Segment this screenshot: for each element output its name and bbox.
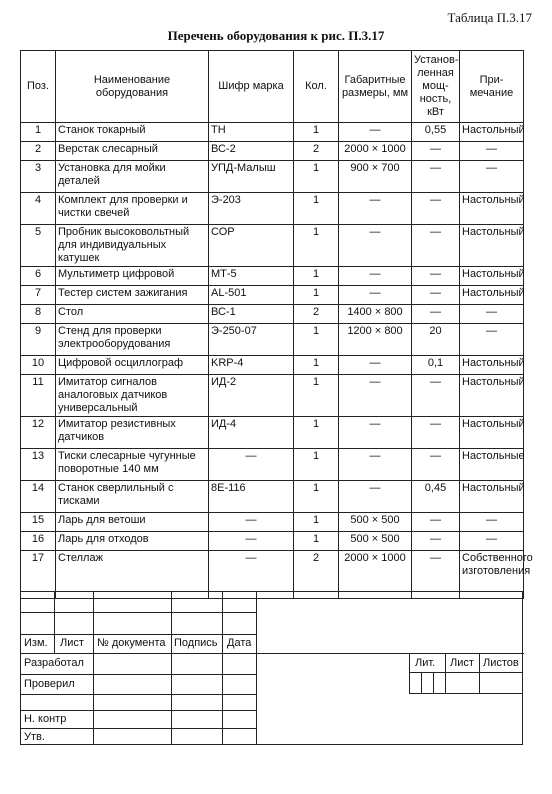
cell-note: Собственного изготовления xyxy=(460,551,524,599)
cell-note: — xyxy=(460,324,524,356)
table-row xyxy=(21,123,524,142)
col-size: Габаритные размеры, мм xyxy=(339,51,412,123)
cell-code: МТ-5 xyxy=(209,267,294,286)
cell-name: Верстак слесарный xyxy=(56,142,209,161)
cell-size: — xyxy=(339,286,412,305)
stamp-checked: Проверил xyxy=(24,678,75,690)
cell-pos: 4 xyxy=(21,193,56,225)
cell-qty: 1 xyxy=(294,532,339,551)
table-row xyxy=(21,375,524,417)
cell-power: — xyxy=(412,532,460,551)
cell-name: Станок токарный xyxy=(56,123,209,142)
cell-pos: 3 xyxy=(21,161,56,193)
col-code: Шифр марка xyxy=(209,51,294,123)
cell-name: Стеллаж xyxy=(56,551,209,599)
stamp-list: Лист xyxy=(60,637,84,649)
cell-pos: 8 xyxy=(21,305,56,324)
cell-qty: 1 xyxy=(294,375,339,417)
stamp-nkontr: Н. контр xyxy=(24,713,67,725)
cell-name: Стол xyxy=(56,305,209,324)
cell-qty: 1 xyxy=(294,513,339,532)
cell-note: Настольный xyxy=(460,286,524,305)
cell-note: Настольный xyxy=(460,375,524,417)
cell-size: — xyxy=(339,449,412,481)
cell-code: ВС-2 xyxy=(209,142,294,161)
table-row xyxy=(21,356,524,375)
cell-qty: 1 xyxy=(294,161,339,193)
cell-name: Тиски слесарные чугунные поворотные 140 мм xyxy=(56,449,209,481)
cell-code: ТН xyxy=(209,123,294,142)
cell-size: 1400 × 800 xyxy=(339,305,412,324)
table-row xyxy=(21,225,524,267)
cell-size: 2000 × 1000 xyxy=(339,551,412,599)
cell-power: 0,1 xyxy=(412,356,460,375)
cell-name: Цифровой осциллограф xyxy=(56,356,209,375)
cell-code: Э-203 xyxy=(209,193,294,225)
cell-name: Установка для мойки деталей xyxy=(56,161,209,193)
table-row xyxy=(21,142,524,161)
table-row xyxy=(21,417,524,449)
cell-size: 900 × 700 xyxy=(339,161,412,193)
cell-code: — xyxy=(209,449,294,481)
equipment-table xyxy=(20,50,533,599)
cell-code: СОР xyxy=(209,225,294,267)
cell-pos: 16 xyxy=(21,532,56,551)
cell-code: ИД-2 xyxy=(209,375,294,417)
col-power: Установ-ленная мощ-ность, кВт xyxy=(412,51,460,123)
cell-name: Ларь для отходов xyxy=(56,532,209,551)
cell-pos: 2 xyxy=(21,142,56,161)
cell-qty: 1 xyxy=(294,286,339,305)
cell-size: 2000 × 1000 xyxy=(339,142,412,161)
cell-power: — xyxy=(412,449,460,481)
cell-power: — xyxy=(412,417,460,449)
stamp-doc: № документа xyxy=(97,637,166,649)
cell-code: AL-501 xyxy=(209,286,294,305)
table-row xyxy=(21,513,524,532)
cell-qty: 2 xyxy=(294,305,339,324)
cell-note: — xyxy=(460,532,524,551)
cell-size: 500 × 500 xyxy=(339,532,412,551)
cell-code: KRP-4 xyxy=(209,356,294,375)
stamp-sheet: Лист xyxy=(450,657,474,669)
table-row xyxy=(21,305,524,324)
cell-code: ИД-4 xyxy=(209,417,294,449)
cell-power: — xyxy=(412,551,460,599)
stamp-developed: Разработал xyxy=(24,657,84,669)
cell-size: — xyxy=(339,356,412,375)
cell-power: — xyxy=(412,286,460,305)
cell-name: Стенд для проверки электрооборудования xyxy=(56,324,209,356)
table-row xyxy=(21,532,524,551)
stamp-izm: Изм. xyxy=(24,637,48,649)
cell-name: Имитатор резистивных датчиков xyxy=(56,417,209,449)
cell-code: — xyxy=(209,551,294,599)
cell-power: 0,45 xyxy=(412,481,460,513)
cell-qty: 2 xyxy=(294,142,339,161)
stamp-date: Дата xyxy=(227,637,252,649)
cell-note: — xyxy=(460,513,524,532)
title-block xyxy=(20,591,523,745)
cell-code: — xyxy=(209,513,294,532)
cell-name: Мультиметр цифровой xyxy=(56,267,209,286)
cell-qty: 1 xyxy=(294,356,339,375)
cell-qty: 1 xyxy=(294,193,339,225)
cell-note: Настольный xyxy=(460,225,524,267)
cell-note: Настольный xyxy=(460,193,524,225)
stamp-sign: Подпись xyxy=(174,637,218,649)
cell-pos: 14 xyxy=(21,481,56,513)
cell-code: Э-250-07 xyxy=(209,324,294,356)
cell-name: Пробник высоковольтный для индивидуальных катушек xyxy=(56,225,209,267)
col-qty: Кол. xyxy=(294,51,339,123)
cell-pos: 9 xyxy=(21,324,56,356)
table-row xyxy=(21,267,524,286)
cell-qty: 1 xyxy=(294,449,339,481)
cell-note: Настольный xyxy=(460,417,524,449)
table-caption: Таблица П.3.17 xyxy=(447,10,532,25)
cell-note: Настольные xyxy=(460,449,524,481)
cell-size: — xyxy=(339,225,412,267)
cell-qty: 1 xyxy=(294,481,339,513)
cell-power: — xyxy=(412,225,460,267)
cell-pos: 7 xyxy=(21,286,56,305)
cell-power: — xyxy=(412,513,460,532)
cell-name: Имитатор сигналов аналоговых датчиков универсальный xyxy=(56,375,209,417)
cell-size: — xyxy=(339,417,412,449)
cell-power: — xyxy=(412,161,460,193)
cell-note: Настольный xyxy=(460,356,524,375)
cell-qty: 1 xyxy=(294,324,339,356)
cell-pos: 12 xyxy=(21,417,56,449)
col-note: При-мечание xyxy=(460,51,524,123)
table-row xyxy=(21,193,524,225)
cell-qty: 2 xyxy=(294,551,339,599)
cell-note: Настольный xyxy=(460,481,524,513)
cell-name: Ларь для ветоши xyxy=(56,513,209,532)
cell-qty: 1 xyxy=(294,417,339,449)
cell-power: — xyxy=(412,193,460,225)
cell-size: — xyxy=(339,193,412,225)
cell-size: — xyxy=(339,481,412,513)
cell-note: Настольный xyxy=(460,123,524,142)
cell-power: — xyxy=(412,142,460,161)
cell-pos: 11 xyxy=(21,375,56,417)
cell-name: Тестер систем зажигания xyxy=(56,286,209,305)
cell-qty: 1 xyxy=(294,267,339,286)
stamp-approved: Утв. xyxy=(24,731,45,743)
table-row xyxy=(21,161,524,193)
table-title: Перечень оборудования к рис. П.3.17 xyxy=(167,28,385,43)
header-row xyxy=(21,51,524,123)
cell-code: 8Е-116 xyxy=(209,481,294,513)
table-row xyxy=(21,324,524,356)
cell-qty: 1 xyxy=(294,123,339,142)
cell-note: — xyxy=(460,305,524,324)
table-row xyxy=(21,481,524,513)
cell-name: Комплект для проверки и чистки свечей xyxy=(56,193,209,225)
cell-power: — xyxy=(412,375,460,417)
cell-qty: 1 xyxy=(294,225,339,267)
cell-note: Настольный xyxy=(460,267,524,286)
cell-size: — xyxy=(339,375,412,417)
cell-pos: 6 xyxy=(21,267,56,286)
cell-pos: 13 xyxy=(21,449,56,481)
table-row xyxy=(21,449,524,481)
cell-size: — xyxy=(339,123,412,142)
cell-size: 500 × 500 xyxy=(339,513,412,532)
col-name: Наименование оборудования xyxy=(56,51,209,123)
stamp-sheets: Листов xyxy=(483,657,519,669)
cell-pos: 5 xyxy=(21,225,56,267)
table-row xyxy=(21,286,524,305)
cell-pos: 1 xyxy=(21,123,56,142)
cell-note: — xyxy=(460,142,524,161)
col-pos: Поз. xyxy=(21,51,56,123)
table-body xyxy=(21,123,533,599)
cell-power: — xyxy=(412,267,460,286)
cell-pos: 15 xyxy=(21,513,56,532)
cell-power: 20 xyxy=(412,324,460,356)
cell-size: 1200 × 800 xyxy=(339,324,412,356)
cell-power: 0,55 xyxy=(412,123,460,142)
cell-code: — xyxy=(209,532,294,551)
cell-note: — xyxy=(460,161,524,193)
stamp-lit: Лит. xyxy=(415,657,436,669)
cell-size: — xyxy=(339,267,412,286)
cell-name: Станок сверлильный с тисками xyxy=(56,481,209,513)
cell-code: УПД-Малыш xyxy=(209,161,294,193)
cell-pos: 17 xyxy=(21,551,56,599)
cell-power: — xyxy=(412,305,460,324)
cell-pos: 10 xyxy=(21,356,56,375)
cell-code: ВС-1 xyxy=(209,305,294,324)
